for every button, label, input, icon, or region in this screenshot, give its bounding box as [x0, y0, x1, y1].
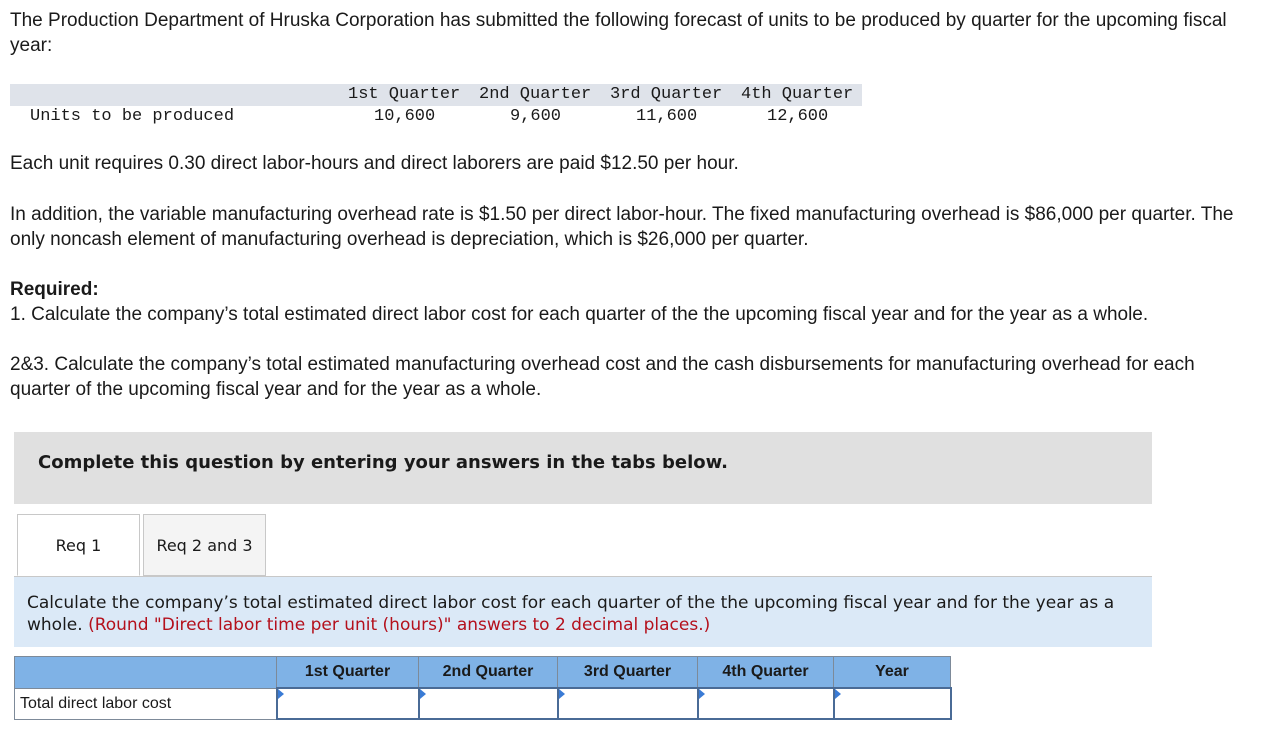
answer-cell-q3 — [558, 688, 698, 719]
answer-cell-q1 — [277, 688, 419, 719]
answer-cell-year — [834, 688, 951, 719]
answer-input-q1[interactable] — [278, 689, 418, 718]
answer-table — [14, 656, 952, 720]
answer-header-row — [15, 657, 951, 689]
overhead-text: In addition, the variable manufacturing overhead rate is $1.50 per direct labor-hour. The fixed manufacturing overhead is $86,000 per quarter. The only noncash element of manufacturing overhead is depreciation, which is $26,000 per quarter. — [10, 204, 1234, 250]
answer-header-blank — [15, 657, 277, 689]
answer-header-q2: 2nd Quarter — [419, 657, 558, 689]
forecast-header-q3: 3rd Quarter — [610, 85, 723, 104]
forecast-value-q4: 12,600 — [767, 107, 829, 126]
answer-input-q3[interactable] — [559, 689, 697, 718]
forecast-header-q4: 4th Quarter — [741, 85, 854, 104]
forecast-row-label: Units to be produced — [30, 107, 235, 126]
question-text: Calculate the company’s total estimated direct labor cost for each quarter of the the upcoming fiscal year and for the year as a whole. — [27, 593, 1115, 635]
forecast-header-q1: 1st Quarter — [348, 85, 461, 104]
forecast-header-q2: 2nd Quarter — [479, 85, 592, 104]
required-item-2: 2&3. Calculate the company’s total estimated manufacturing overhead cost and the cash disbursements for manufacturing overhead for each quarter of the upcoming fiscal year and for the year as a whole. — [10, 354, 1195, 400]
required-title: Required: — [10, 279, 99, 300]
required-item-1: 1. Calculate the company’s total estimated direct labor cost for each quarter of the the upcoming fiscal year and for the year as a whole. — [10, 304, 1149, 325]
total-direct-labor-cost-label: Total direct labor cost — [15, 688, 277, 719]
forecast-value-q3: 11,600 — [636, 107, 698, 126]
answer-cell-q2 — [419, 688, 558, 719]
instruction-banner — [14, 432, 1152, 504]
tab-req-2-and-3[interactable]: Req 2 and 3 — [143, 514, 266, 576]
answer-input-q4[interactable] — [699, 689, 833, 718]
forecast-value-q1: 10,600 — [374, 107, 436, 126]
intro-text: The Production Department of Hruska Corporation has submitted the following forecast of units to be produced by quarter for the upcoming fiscal year: — [10, 10, 1227, 56]
forecast-value-q2: 9,600 — [510, 107, 562, 126]
instruction-text: Complete this question by entering your answers in the tabs below. — [38, 452, 728, 473]
answer-header-q1: 1st Quarter — [277, 657, 419, 689]
answer-input-q2[interactable] — [420, 689, 557, 718]
question-box — [14, 577, 1152, 647]
answer-cell-q4 — [698, 688, 834, 719]
answer-header-q3: 3rd Quarter — [558, 657, 698, 689]
labor-text: Each unit requires 0.30 direct labor-hours and direct laborers are paid $12.50 per hour. — [10, 153, 739, 174]
table-row — [15, 688, 951, 719]
question-paragraph — [27, 592, 1142, 636]
tab-req-1[interactable]: Req 1 — [17, 514, 140, 576]
rounding-hint: (Round "Direct labor time per unit (hours)" answers to 2 decimal places.) — [88, 615, 711, 635]
answer-header-year: Year — [834, 657, 951, 689]
answer-input-year[interactable] — [835, 689, 950, 718]
answer-header-q4: 4th Quarter — [698, 657, 834, 689]
